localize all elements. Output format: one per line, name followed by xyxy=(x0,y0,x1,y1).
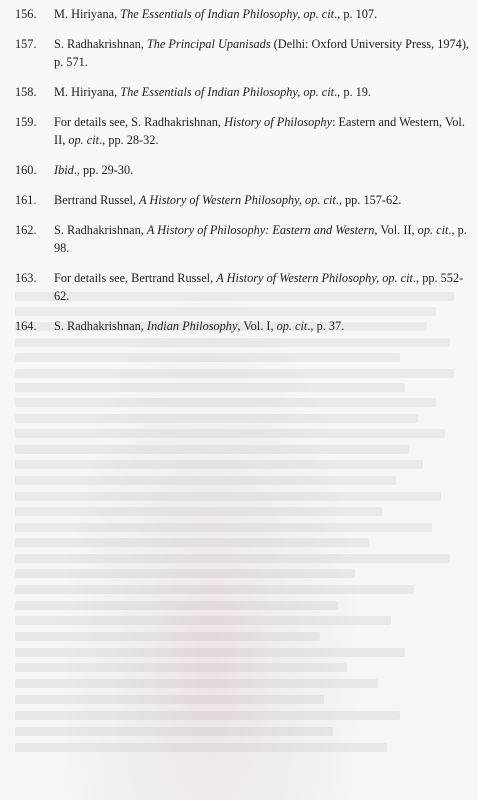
footnote-number: 160. xyxy=(15,163,37,177)
show-through-line xyxy=(15,383,405,392)
footnote-italic-text: A History of Western Philosophy, op. cit xyxy=(216,271,413,285)
show-through-line xyxy=(15,429,445,438)
footnote-text-segment: ., pp. 552-62. xyxy=(54,271,464,303)
footnote-text-segment: ., p. 107. xyxy=(334,7,378,21)
show-through-line xyxy=(15,554,450,563)
footnote-text-segment: M. Hiriyana, xyxy=(54,7,121,21)
show-through-line xyxy=(15,648,405,657)
show-through-line xyxy=(15,398,436,407)
show-through-line xyxy=(15,523,432,532)
footnote-text xyxy=(54,35,471,71)
footnote-italic-text: History of Philosophy xyxy=(224,115,333,129)
footnote-item xyxy=(15,113,471,149)
footnote-number: 162. xyxy=(15,223,37,237)
show-through-line xyxy=(15,353,400,362)
footnote-text-segment: ., pp. 28-32. xyxy=(99,133,159,147)
show-through-line xyxy=(15,476,396,485)
footnote-italic-text: op. cit xyxy=(417,223,449,237)
show-through-line xyxy=(15,616,391,625)
footnote-item xyxy=(15,161,471,179)
footnote-item xyxy=(15,221,471,257)
show-through-line xyxy=(15,727,333,736)
show-through-line xyxy=(15,679,378,688)
footnote-number: 156. xyxy=(15,7,37,21)
footnote-italic-text: op. cit xyxy=(68,133,100,147)
show-through-line xyxy=(15,663,347,672)
show-through-line xyxy=(15,569,355,578)
footnote-text-segment: : Eastern and Western, Vol. II, xyxy=(54,115,465,147)
footnote-italic-text: Indian Philosophy xyxy=(146,319,238,333)
footnote-text-segment: , Vol. I, xyxy=(237,319,277,333)
footnote-number: 158. xyxy=(15,85,37,99)
footnote-text-segment: S. Radhakrishnan, xyxy=(54,319,147,333)
show-through-line xyxy=(15,507,382,516)
footnote-number: 164. xyxy=(15,319,37,333)
footnote-text-segment: Bertrand Russel, xyxy=(54,193,140,207)
footnote-text-segment: S. Radhakrishnan, xyxy=(54,223,147,237)
footnote-text xyxy=(54,113,471,149)
footnote-text-segment: ., pp. 29-30. xyxy=(73,163,134,177)
show-through-line xyxy=(15,414,418,423)
footnote-item xyxy=(15,83,471,101)
show-through-line xyxy=(15,460,423,469)
footnote-number: 161. xyxy=(15,193,37,207)
show-through-line xyxy=(15,445,409,454)
footnote-text xyxy=(54,83,471,101)
footnote-italic-text: A History of Western Philosophy, op. cit xyxy=(139,193,336,207)
footnote-text xyxy=(54,161,471,179)
footnote-number: 163. xyxy=(15,271,37,285)
show-through-text xyxy=(15,292,463,792)
footnote-item xyxy=(15,35,471,71)
footnote-item xyxy=(15,317,471,335)
footnote-item xyxy=(15,5,471,23)
footnote-text-segment: ., p. 98. xyxy=(54,223,467,255)
footnote-number: 157. xyxy=(15,37,37,51)
show-through-line xyxy=(15,585,414,594)
footnote-italic-text: The Principal Upanisads xyxy=(146,37,271,51)
footnote-text-segment: M. Hiriyana, xyxy=(54,85,121,99)
footnote-text xyxy=(54,5,471,23)
footnote-text xyxy=(54,269,471,305)
footnotes-list xyxy=(15,5,471,347)
show-through-line xyxy=(15,711,400,720)
footnote-italic-text: op. cit xyxy=(276,319,308,333)
show-through-line xyxy=(15,538,369,547)
footnote-text xyxy=(54,191,471,209)
footnote-text-segment: , Vol. II, xyxy=(374,223,418,237)
footnote-item xyxy=(15,269,471,305)
show-through-line xyxy=(15,492,441,501)
footnote-italic-text: The Essentials of Indian Philosophy, op. cit xyxy=(120,85,335,99)
show-through-line xyxy=(15,695,324,704)
show-through-line xyxy=(15,632,320,641)
footnote-text-segment: ., p. 19. xyxy=(334,85,371,99)
show-through-line xyxy=(15,601,338,610)
footnote-text-segment: ., p. 37. xyxy=(307,319,345,333)
footnote-text-segment: ., pp. 157-62. xyxy=(335,193,402,207)
footnote-number: 159. xyxy=(15,115,37,129)
show-through-line xyxy=(15,369,454,378)
footnote-item xyxy=(15,191,471,209)
footnote-italic-text: Ibid xyxy=(54,163,74,177)
footnote-italic-text: The Essentials of Indian Philosophy, op. cit xyxy=(120,7,335,21)
footnote-text xyxy=(54,221,471,257)
footnote-text xyxy=(54,317,471,335)
footnote-text-segment: S. Radhakrishnan, xyxy=(54,37,147,51)
footnote-italic-text: A History of Philosophy: Eastern and Western xyxy=(146,223,375,237)
show-through-line xyxy=(15,743,387,752)
footnote-text-segment: (Delhi: Oxford University Press, 1974), p. 571. xyxy=(54,37,469,69)
footnote-text-segment: For details see, Bertrand Russel, xyxy=(54,271,217,285)
footnote-text-segment: For details see, S. Radhakrishnan, xyxy=(54,115,225,129)
